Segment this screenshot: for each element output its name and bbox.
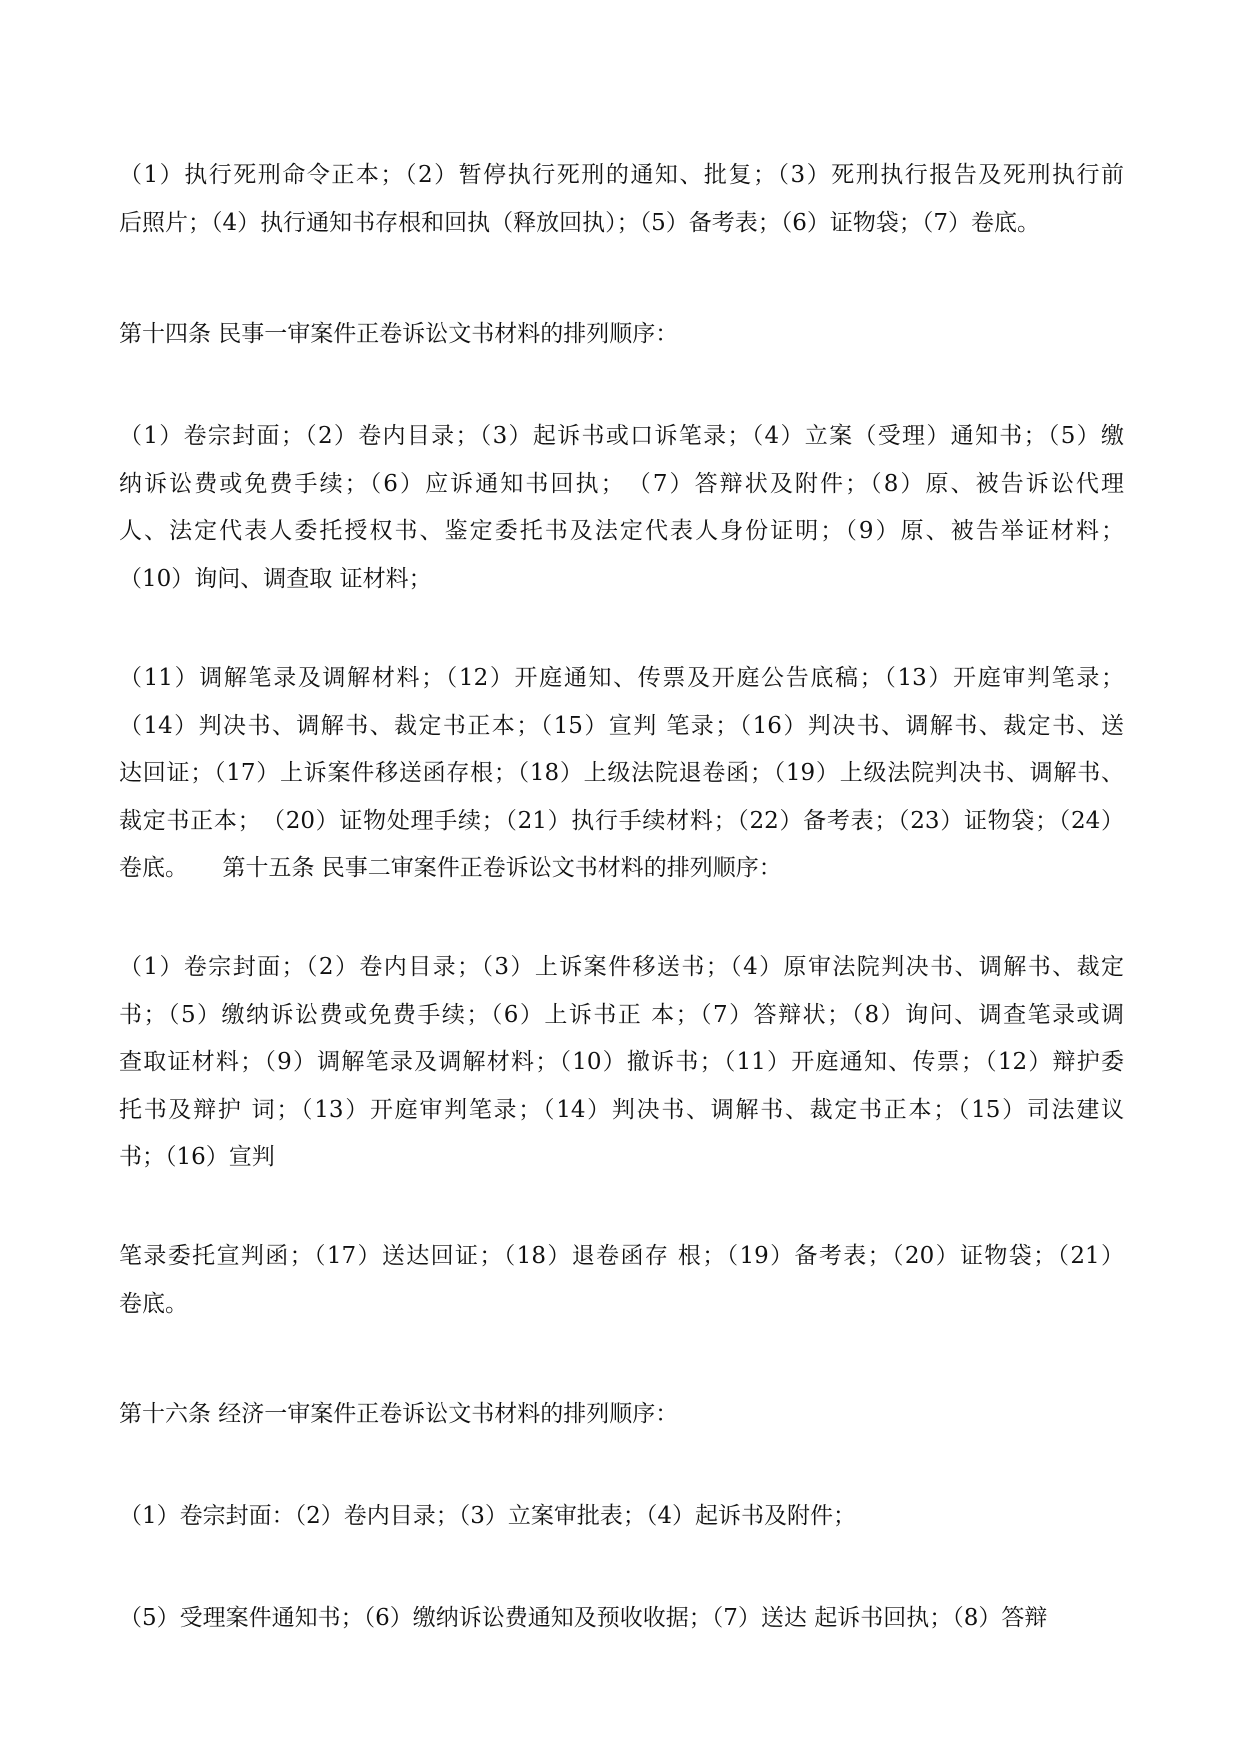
text-line: 第十四条 民事一审案件正卷诉讼文书材料的排列顺序： <box>119 321 679 347</box>
text-line: 书；（5）缴纳诉讼费或免费手续；（6）上诉书正 本；（7）答辩状；（8）询问、调查笔录或调 <box>119 1001 1124 1028</box>
text-line: （11）调解笔录及调解材料；（12）开庭通知、传票及开庭公告底稿；（13）开庭审判笔录； <box>119 665 1124 691</box>
paragraph-civil-first-instance-items-a <box>119 413 1124 603</box>
paragraph-execution-items <box>119 152 1124 247</box>
paragraph-civil-first-instance-items-b <box>119 655 1124 893</box>
text-line: 笔录委托宣判函；（17）送达回证；（18）退卷函存 根；（19）备考表；（20）证物袋；（21） <box>119 1243 1124 1269</box>
paragraph-economic-first-instance-items-b <box>119 1595 1124 1643</box>
text-line: （14）判决书、调解书、裁定书正本；（15）宣判 笔录；（16）判决书、调解书、裁定书、送 <box>119 712 1124 739</box>
text-line: （1）卷宗封面；（2）卷内目录；（3）上诉案件移送书；（4）原审法院判决书、调解书、裁定 <box>119 954 1124 980</box>
article-14-heading <box>119 311 1124 359</box>
text-line: 卷底。 <box>119 1290 188 1317</box>
text-line: 后照片；（4）执行通知书存根和回执（释放回执）；（5）备考表；（6）证物袋；（7）卷底。 <box>119 209 1041 236</box>
text-line: 托书及辩护 词；（13）开庭审判笔录；（14）判决书、调解书、裁定书正本；（15）司法建议 <box>119 1096 1124 1123</box>
text-line: （5）受理案件通知书；（6）缴纳诉讼费通知及预收收据；（7）送达 起诉书回执；（8）答辩 <box>119 1605 1048 1631</box>
text-line: 裁定书正本； （20）证物处理手续；（21）执行手续材料；（22）备考表；（23）证物袋；（24） <box>119 807 1124 834</box>
paragraph-economic-first-instance-items-a <box>119 1493 1124 1541</box>
text-line: 卷底。 第十五条 民事二审案件正卷诉讼文书材料的排列顺序： <box>119 855 782 881</box>
text-line: 人、法定代表人委托授权书、鉴定委托书及法定代表人身份证明；（9）原、被告举证材料； <box>119 518 1124 544</box>
text-line: （1）卷宗封面；（2）卷内目录；（3）起诉书或口诉笔录；（4）立案（受理）通知书；（5）缴 <box>119 423 1124 449</box>
paragraph-civil-second-instance-items-cont <box>119 1233 1124 1328</box>
text-line: 纳诉讼费或免费手续；（6）应诉通知书回执； （7）答辩状及附件；（8）原、被告诉讼代理 <box>119 470 1124 497</box>
paragraph-civil-second-instance-items <box>119 944 1124 1182</box>
article-16-heading <box>119 1391 1124 1439</box>
text-line: 第十六条 经济一审案件正卷诉讼文书材料的排列顺序： <box>119 1401 679 1427</box>
text-line: 书；（16）宣判 <box>119 1144 275 1170</box>
text-line: 查取证材料；（9）调解笔录及调解材料；（10）撤诉书；（11）开庭通知、传票；（12）辩护委 <box>119 1049 1124 1075</box>
text-line: 达回证；（17）上诉案件移送函存根；（18）上级法院退卷函；（19）上级法院判决书、调解书、 <box>119 760 1124 786</box>
text-line: （10）询问、调查取 证材料； <box>119 565 432 592</box>
text-line: （1）执行死刑命令正本；（2）暂停执行死刑的通知、批复；（3）死刑执行报告及死刑执行前 <box>119 162 1124 188</box>
text-line: （1）卷宗封面：（2）卷内目录；（3）立案审批表；（4）起诉书及附件； <box>119 1503 857 1529</box>
